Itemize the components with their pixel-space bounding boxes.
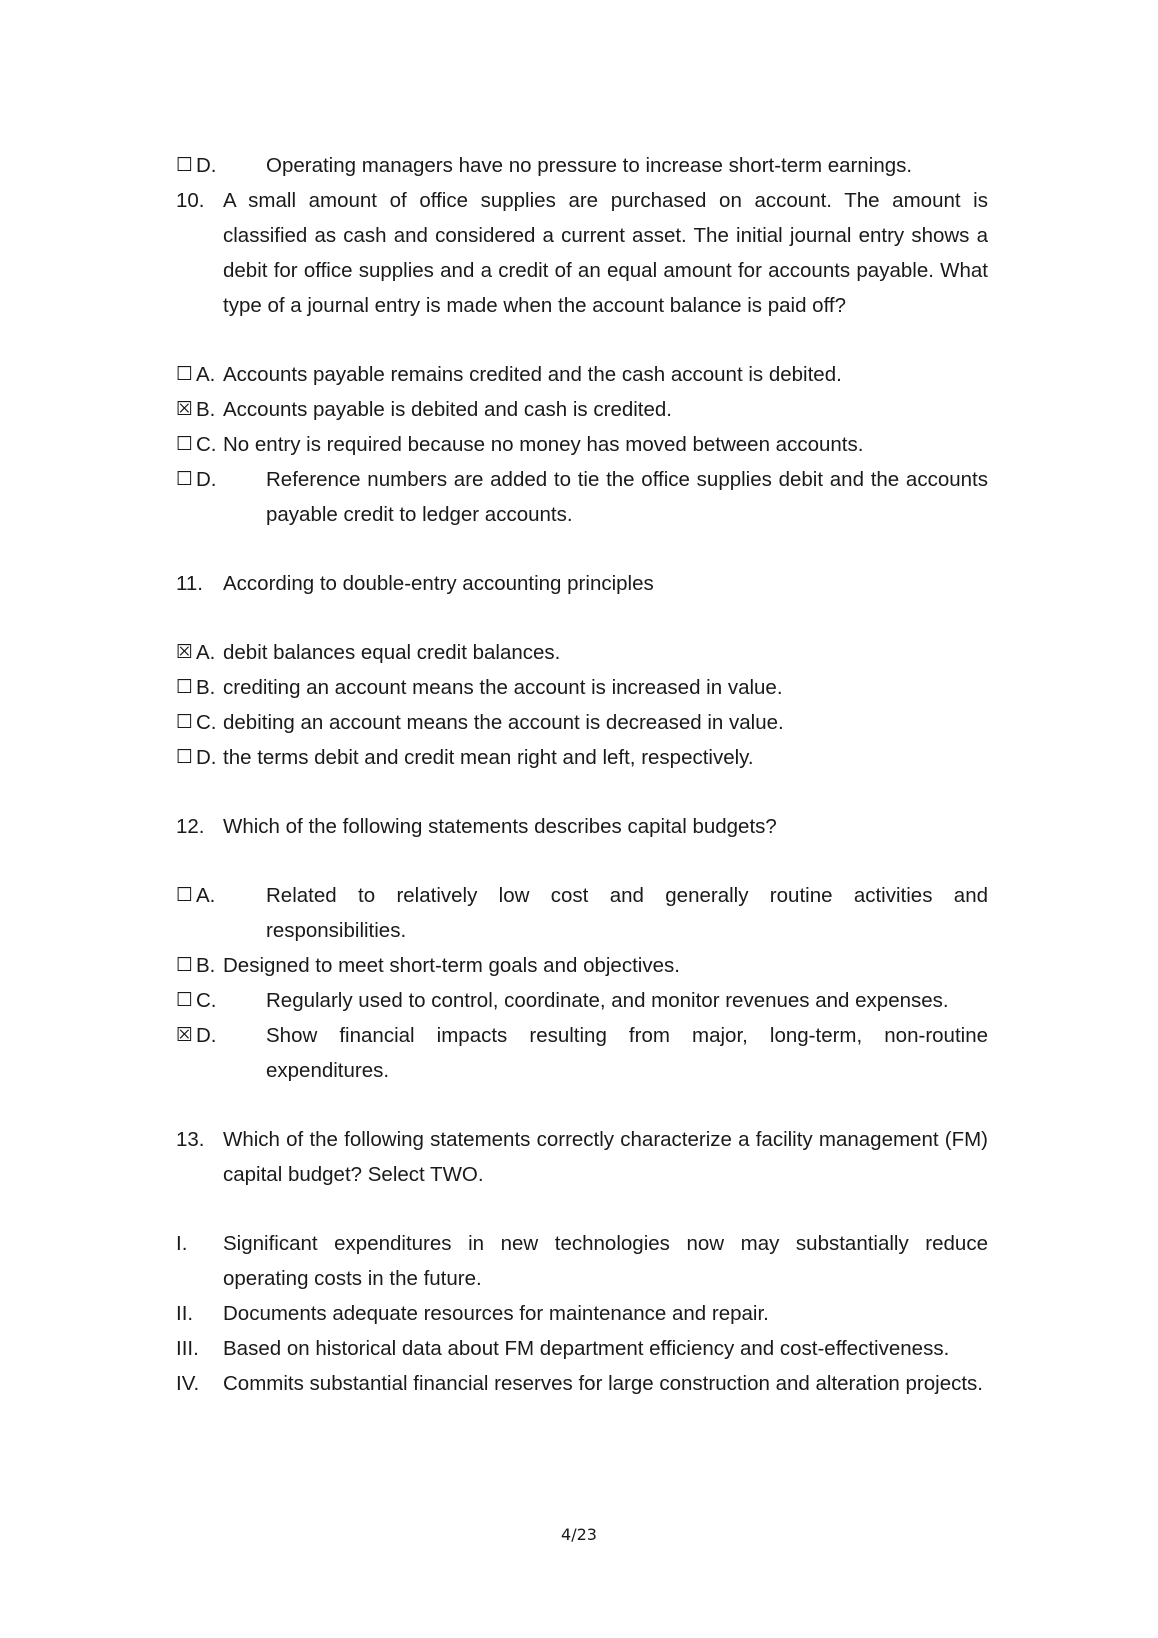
option-text: Designed to meet short-term goals and objectives.: [223, 954, 680, 977]
option-letter: D.: [196, 154, 217, 177]
checkbox-icon[interactable]: ☐: [176, 746, 194, 768]
q12-option-b[interactable]: [176, 948, 988, 983]
roman-numeral: IV.: [176, 1372, 200, 1395]
option-letter: D.: [196, 1024, 217, 1047]
item-text: Documents adequate resources for maintenance and repair.: [223, 1302, 769, 1325]
q9-option-d[interactable]: [176, 148, 988, 183]
checkbox-icon[interactable]: ☐: [176, 711, 194, 733]
option-text: Operating managers have no pressure to increase short-term earnings.: [266, 154, 913, 177]
option-letter: A.: [196, 363, 216, 386]
q13-item-i: [176, 1226, 988, 1296]
q12-option-a[interactable]: [176, 878, 988, 948]
question-text: According to double-entry accounting principles: [223, 572, 654, 595]
q11-option-c[interactable]: [176, 705, 988, 740]
item-text: Significant expenditures in new technologies now may substantially reduce operating costs in the future.: [223, 1232, 988, 1290]
checked-box-icon[interactable]: ☒: [176, 398, 194, 420]
checkbox-icon[interactable]: ☐: [176, 363, 194, 385]
option-letter: B.: [196, 954, 216, 977]
q11-option-b[interactable]: [176, 670, 988, 705]
checkbox-icon[interactable]: ☐: [176, 676, 194, 698]
checkbox-icon[interactable]: ☐: [176, 468, 194, 490]
option-letter: C.: [196, 989, 217, 1012]
option-letter: C.: [196, 711, 217, 734]
document-page: [176, 148, 988, 1401]
checkbox-icon[interactable]: ☐: [176, 989, 194, 1011]
roman-numeral: II.: [176, 1302, 194, 1325]
q11-option-d[interactable]: [176, 740, 988, 775]
question-number: 13.: [176, 1128, 205, 1151]
question-number: 12.: [176, 815, 205, 838]
item-text: Based on historical data about FM department efficiency and cost-effectiveness.: [223, 1337, 950, 1360]
option-text: debiting an account means the account is decreased in value.: [223, 711, 784, 734]
option-letter: B.: [196, 676, 216, 699]
q10-option-c[interactable]: [176, 427, 988, 462]
option-letter: A.: [196, 641, 216, 664]
q12-option-d[interactable]: [176, 1018, 988, 1088]
q13-item-iii: [176, 1331, 988, 1366]
option-text: No entry is required because no money has moved between accounts.: [223, 433, 864, 456]
option-text: Accounts payable is debited and cash is credited.: [223, 398, 672, 421]
q10-option-b[interactable]: [176, 392, 988, 427]
question-11: [176, 566, 988, 601]
question-number: 11.: [176, 572, 203, 595]
question-number: 10.: [176, 189, 205, 212]
option-letter: C.: [196, 433, 217, 456]
option-text: Accounts payable remains credited and the cash account is debited.: [223, 363, 842, 386]
checkbox-icon[interactable]: ☐: [176, 154, 194, 176]
q13-item-iv: [176, 1366, 988, 1401]
q12-option-c[interactable]: [176, 983, 988, 1018]
q13-item-ii: [176, 1296, 988, 1331]
option-text: Related to relatively low cost and generally routine activities and responsibilities.: [266, 884, 988, 942]
item-text: Commits substantial financial reserves for large construction and alteration projects.: [223, 1372, 983, 1395]
q10-option-d[interactable]: [176, 462, 988, 532]
question-text: Which of the following statements correctly characterize a facility management (FM) capital budget? Select TWO.: [223, 1128, 988, 1186]
question-10: [176, 183, 988, 323]
roman-numeral: III.: [176, 1337, 199, 1360]
roman-numeral: I.: [176, 1232, 188, 1255]
question-text: A small amount of office supplies are purchased on account. The amount is classified as cash and considered a current asset. The initial journal entry shows a debit for office supplies and a credit of an equal amount for accounts payable. What type of a journal entry is made when the account balance is paid off?: [223, 189, 988, 317]
option-letter: B.: [196, 398, 216, 421]
option-text: debit balances equal credit balances.: [223, 641, 561, 664]
q10-option-a[interactable]: [176, 357, 988, 392]
checkbox-icon[interactable]: ☐: [176, 954, 194, 976]
option-text: Show financial impacts resulting from major, long-term, non-routine expenditures.: [266, 1024, 988, 1082]
option-text: Regularly used to control, coordinate, and monitor revenues and expenses.: [266, 989, 949, 1012]
option-letter: D.: [196, 746, 217, 769]
option-text: the terms debit and credit mean right and left, respectively.: [223, 746, 754, 769]
option-text: Reference numbers are added to tie the office supplies debit and the accounts payable credit to ledger accounts.: [266, 468, 988, 526]
checked-box-icon[interactable]: ☒: [176, 641, 194, 663]
question-text: Which of the following statements describes capital budgets?: [223, 815, 777, 838]
checkbox-icon[interactable]: ☐: [176, 884, 194, 906]
page-number: 4/23: [561, 1525, 597, 1544]
option-letter: D.: [196, 468, 217, 491]
checkbox-icon[interactable]: ☐: [176, 433, 194, 455]
question-13: [176, 1122, 988, 1192]
question-12: [176, 809, 988, 844]
option-text: crediting an account means the account is increased in value.: [223, 676, 783, 699]
q11-option-a[interactable]: [176, 635, 988, 670]
option-letter: A.: [196, 884, 216, 907]
checked-box-icon[interactable]: ☒: [176, 1024, 194, 1046]
